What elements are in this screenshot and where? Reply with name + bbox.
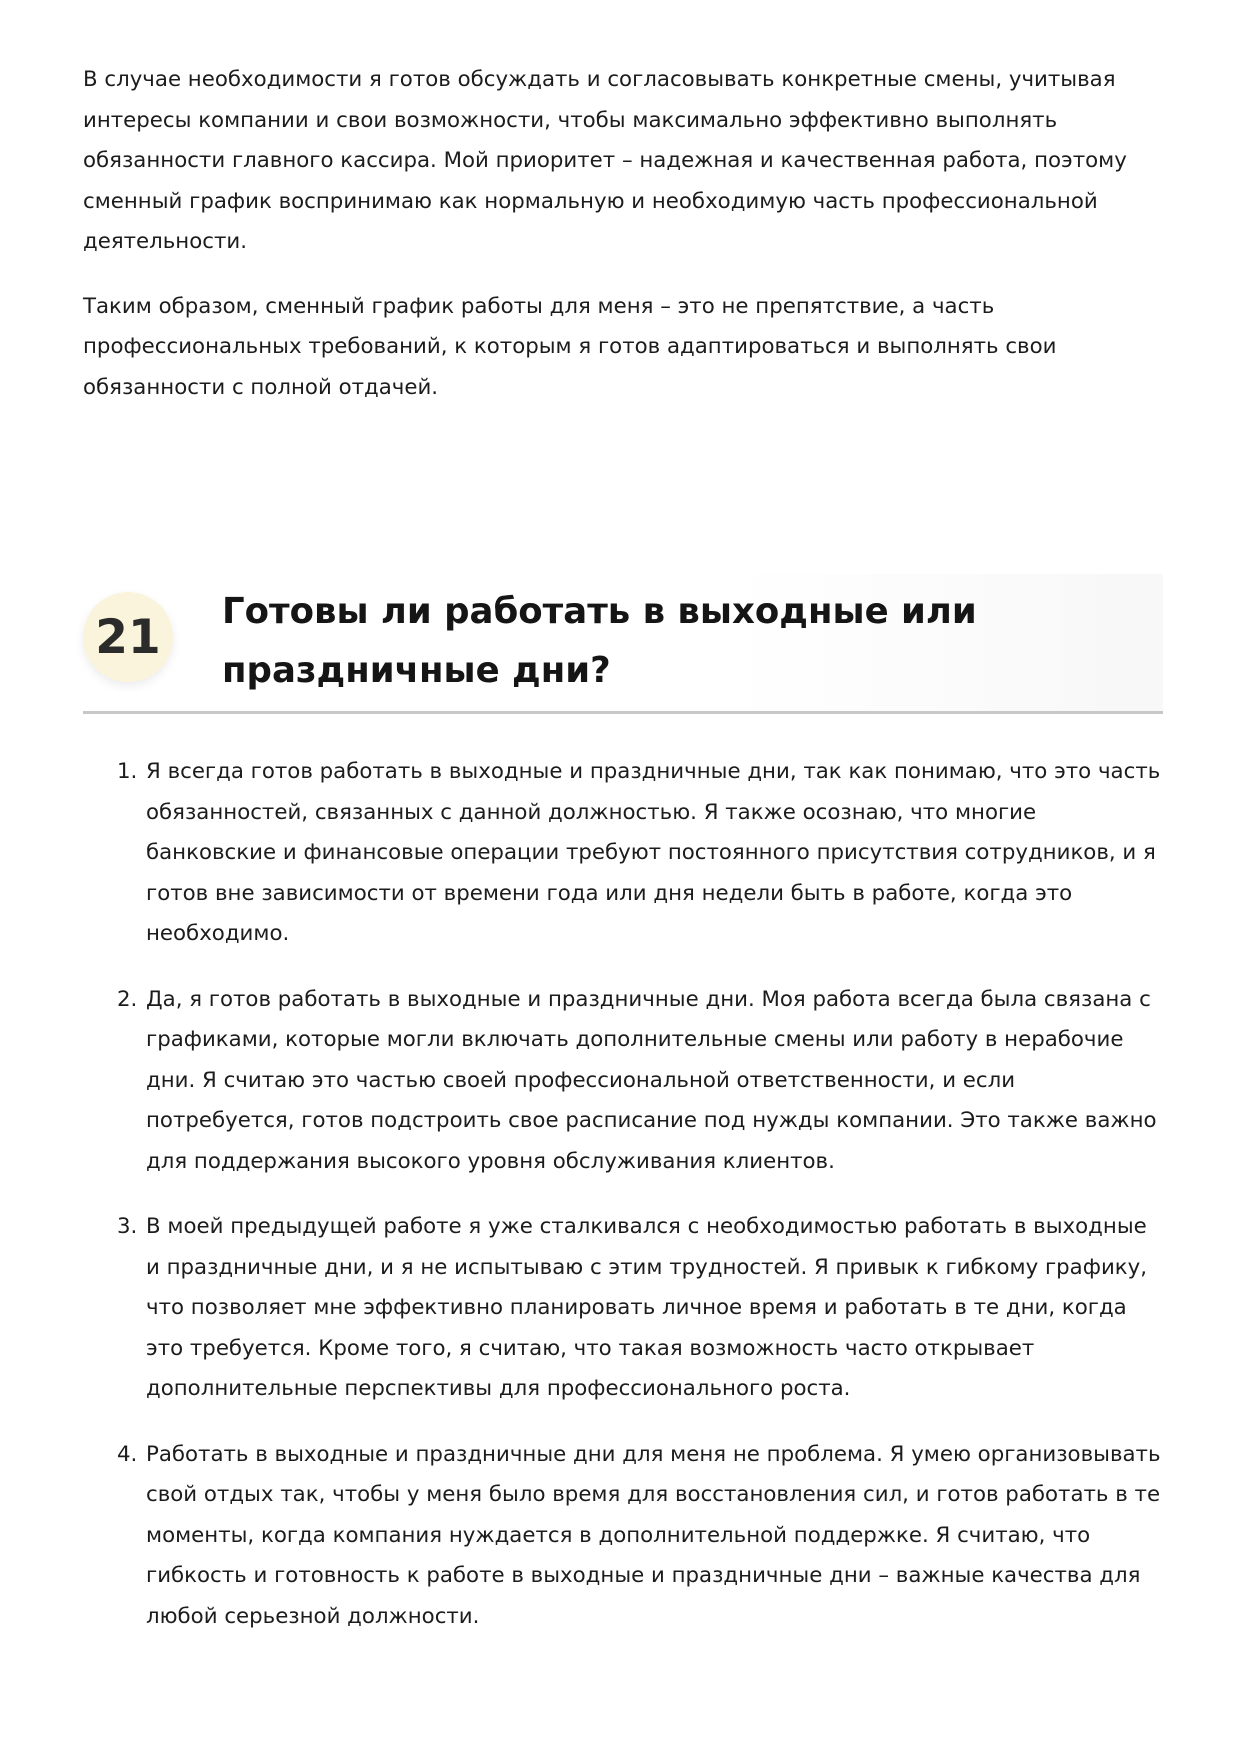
intro-paragraph: В случае необходимости я готов обсуждать и согласовывать конкретные смены, учитывая интересы компании и свои возможности, чтобы максимально эффективно выполнять обязанности главного кассира. Мой приоритет – надежная и качественная работа, поэтому сменный график воспринимаю как нормальную и необходимую часть профессиональной деятельности.: [83, 67, 1127, 254]
question-number-badge: 21: [83, 592, 173, 682]
list-item-text: В моей предыдущей работе я уже сталкивался с необходимостью работать в выходные и праздничные дни, и я не испытываю с этим трудностей. Я привык к гибкому графику, что позволяет мне эффективно планировать личное время и работать в те дни, когда это требуется. Кроме того, я считаю, что такая возможность часто открывает дополнительные перспективы для профессионального роста.: [146, 1214, 1148, 1401]
list-item-number: 3.: [117, 1214, 138, 1239]
list-item: [83, 752, 1165, 955]
list-item-text: Работать в выходные и праздничные дни для меня не проблема. Я умею организовывать свой отдых так, чтобы у меня было время для восстановления сил, и готов работать в те моменты, когда компания нуждается в дополнительной поддержке. Я считаю, что гибкость и готовность к работе в выходные и праздничные дни – важные качества для любой серьезной должности.: [146, 1441, 1161, 1629]
list-item-number: 4.: [117, 1441, 138, 1467]
answer-list: [83, 752, 1165, 1662]
list-item-text: Да, я готов работать в выходные и праздничные дни. Моя работа всегда была связана с графиками, которые могли включать дополнительные смены или работу в нерабочие дни. Я считаю это частью своей профессиональной ответственности, и если потребуется, готов подстроить свое расписание под нужды компании. Это также важно для поддержания высокого уровня обслуживания клиентов.: [146, 986, 1157, 1174]
list-item: [83, 1207, 1165, 1410]
list-item: [83, 980, 1165, 1183]
section-header: [83, 574, 1163, 714]
list-item-number: 2.: [117, 986, 138, 1012]
list-item: [83, 1435, 1165, 1638]
intro-paragraph: Таким образом, сменный график работы для меня – это не препятствие, а часть профессиональных требований, к которым я готов адаптироваться и выполнять свои обязанности с полной отдачей.: [83, 293, 1057, 400]
section-title: Готовы ли работать в выходные или праздничные дни?: [222, 591, 977, 691]
list-item-text: Я всегда готов работать в выходные и праздничные дни, так как понимаю, что это часть обязанностей, связанных с данной должностью. Я также осознаю, что многие банковские и финансовые операции требуют постоянного присутствия сотрудников, и я готов вне зависимости от времени года или дня недели быть в работе, когда это необходимо.: [146, 759, 1161, 946]
list-item-number: 1.: [117, 759, 138, 784]
intro-section: [83, 60, 1165, 432]
